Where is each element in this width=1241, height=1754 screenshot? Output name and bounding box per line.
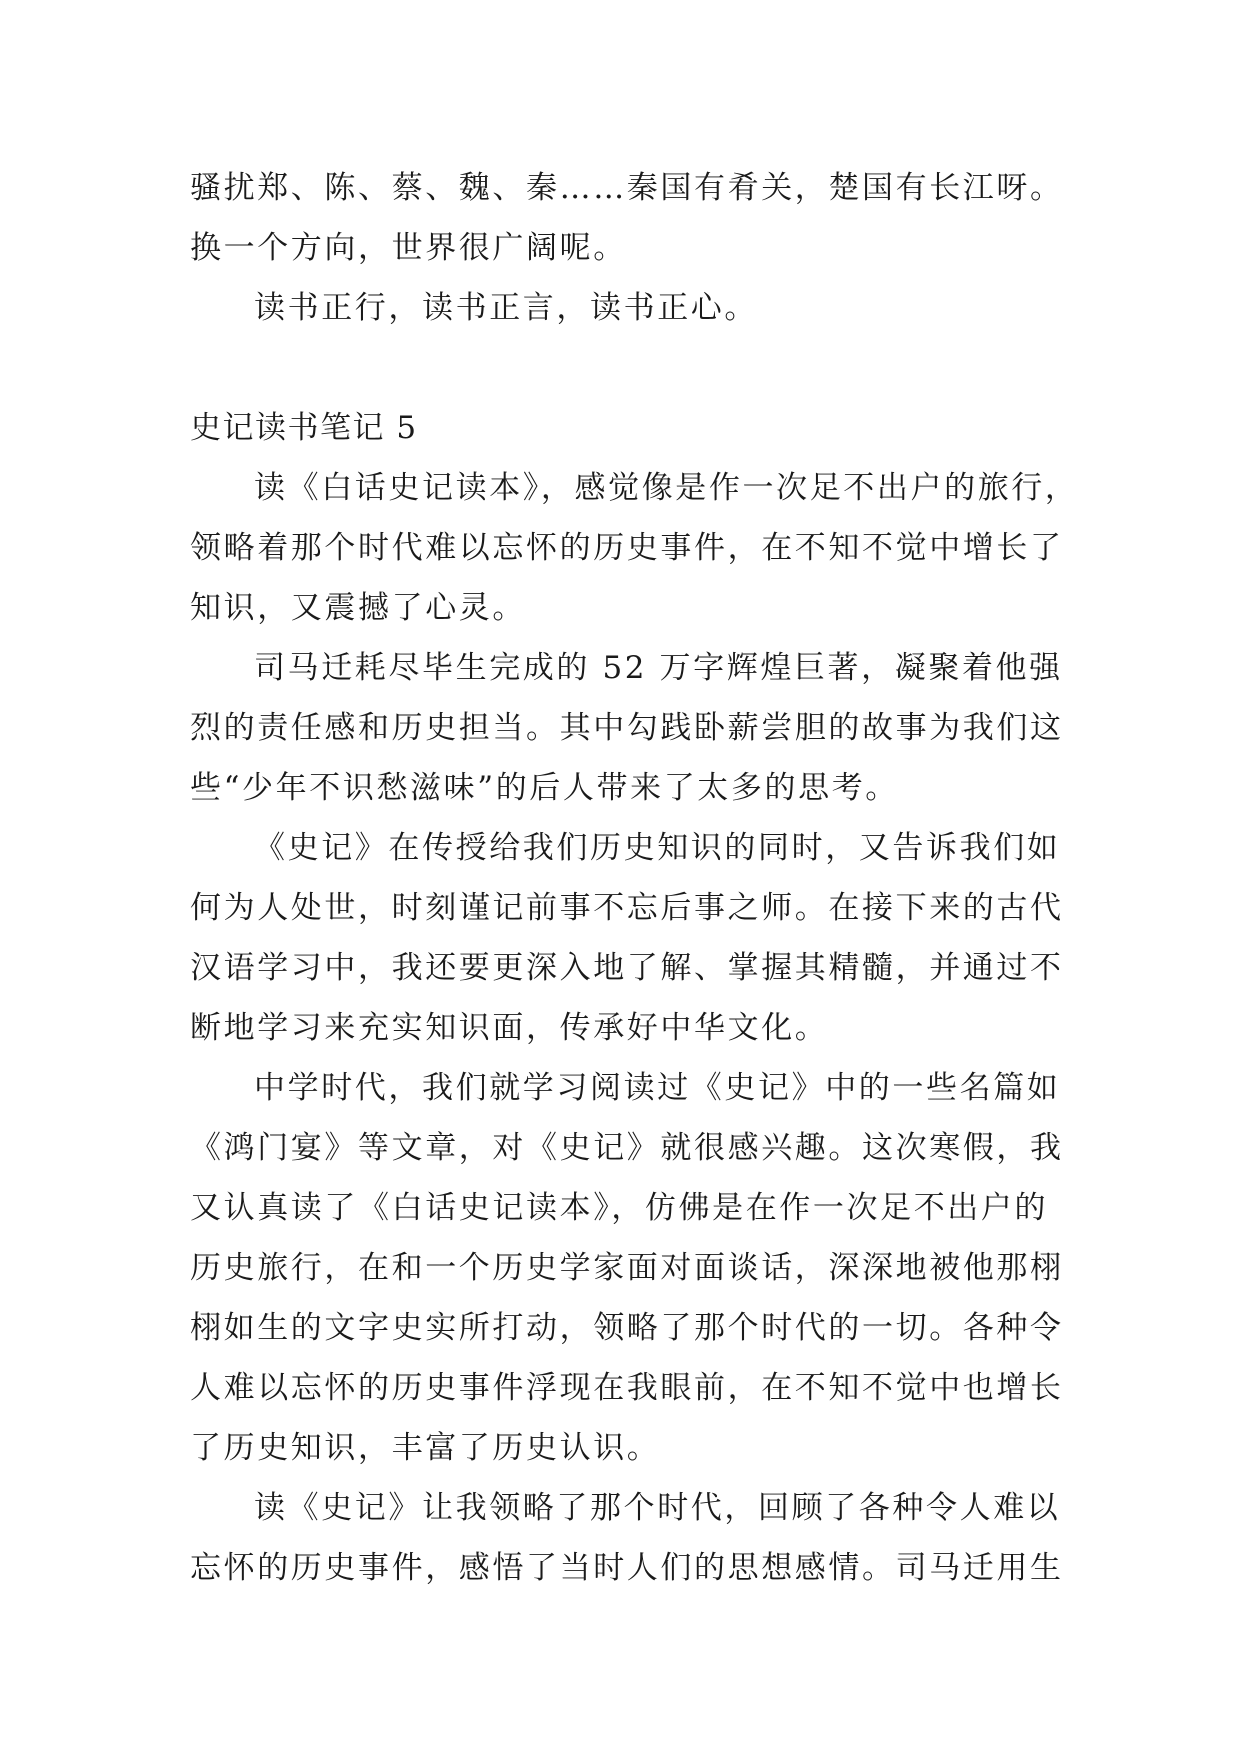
paragraph-4-line-4: 历史旅行，在和一个历史学家面对面谈话，深深地被他那栩	[190, 1250, 1064, 1286]
section-title: 史记读书笔记 5	[190, 410, 418, 446]
paragraph-3-line-1: 《史记》在传授给我们历史知识的同时，又告诉我们如	[254, 830, 1061, 866]
paragraph-4-line-1: 中学时代，我们就学习阅读过《史记》中的一些名篇如	[254, 1070, 1061, 1106]
paragraph-5-line-2: 忘怀的历史事件，感悟了当时人们的思想感情。司马迁用生	[190, 1550, 1064, 1586]
paragraph-4-line-6: 人难以忘怀的历史事件浮现在我眼前，在不知不觉中也增长	[190, 1370, 1064, 1406]
closing-line: 读书正行，读书正言，读书正心。	[254, 290, 758, 326]
paragraph-2-line-1: 司马迁耗尽毕生完成的 52 万字辉煌巨著，凝聚着他强	[254, 650, 1063, 686]
paragraph-3-line-2: 何为人处世，时刻谨记前事不忘后事之师。在接下来的古代	[190, 890, 1064, 926]
continuation-line-2: 换一个方向，世界很广阔呢。	[190, 230, 627, 266]
paragraph-4-line-5: 栩如生的文字史实所打动，领略了那个时代的一切。各种令	[190, 1310, 1064, 1346]
paragraph-3-line-4: 断地学习来充实知识面，传承好中华文化。	[190, 1010, 829, 1046]
paragraph-4-line-7: 了历史知识，丰富了历史认识。	[190, 1430, 661, 1466]
paragraph-1-line-3: 知识，又震撼了心灵。	[190, 590, 526, 626]
paragraph-1-line-1: 读《白话史记读本》，感觉像是作一次足不出户的旅行，	[254, 470, 1079, 506]
paragraph-1-line-2: 领略着那个时代难以忘怀的历史事件，在不知不觉中增长了	[190, 530, 1064, 566]
paragraph-5-line-1: 读《史记》让我领略了那个时代，回顾了各种令人难以	[254, 1490, 1061, 1526]
paragraph-4-line-2: 《鸿门宴》等文章，对《史记》就很感兴趣。这次寒假，我	[190, 1130, 1064, 1166]
paragraph-4-line-3: 又认真读了《白话史记读本》，仿佛是在作一次足不出户的	[190, 1190, 1049, 1226]
continuation-line-1: 骚扰郑、陈、蔡、魏、秦……秦国有肴关，楚国有长江呀。	[190, 170, 1064, 206]
paragraph-2-line-2: 烈的责任感和历史担当。其中勾践卧薪尝胆的故事为我们这	[190, 710, 1064, 746]
paragraph-2-line-3: 些“少年不识愁滋味”的后人带来了太多的思考。	[190, 770, 899, 806]
paragraph-3-line-3: 汉语学习中，我还要更深入地了解、掌握其精髓，并通过不	[190, 950, 1064, 986]
